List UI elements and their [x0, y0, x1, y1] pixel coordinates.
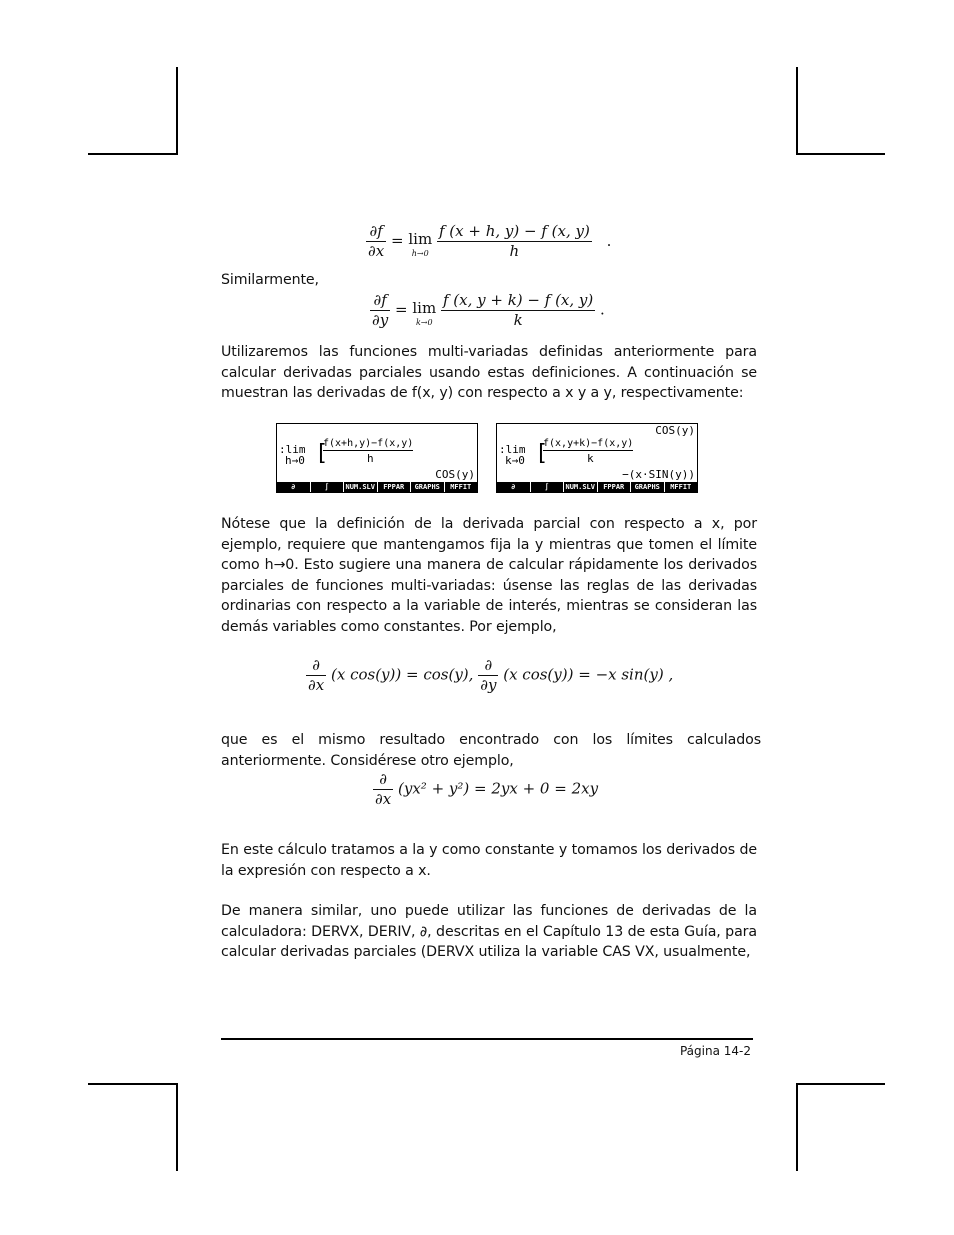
softkey[interactable]: MFFIT	[450, 483, 472, 491]
screen1-lim-sub: h→0	[285, 454, 305, 467]
eq2-lhs-den: ∂y	[372, 311, 389, 329]
softkey[interactable]: NUM.SLV	[564, 482, 598, 492]
softkey[interactable]: ∫	[531, 482, 565, 492]
eq1-end: .	[606, 231, 612, 250]
screen1-lim: :lim	[279, 443, 306, 456]
screen2-num: f(x,y+k)−f(x,y)	[543, 438, 634, 449]
crop-mark	[796, 67, 798, 155]
softkey[interactable]: NUM.SLV	[344, 482, 378, 492]
screen2-den: k	[587, 452, 594, 465]
eq3-dx: ∂x	[308, 676, 325, 694]
calculator-screen-2	[496, 423, 698, 493]
softkey[interactable]: ∫	[311, 482, 345, 492]
eq1-lim-sub: h→0	[411, 249, 429, 258]
page-number: Página 14-2	[679, 1044, 751, 1058]
crop-mark	[796, 1083, 885, 1085]
eq3-d2: ∂	[478, 656, 498, 676]
screen2-softmenu	[497, 482, 697, 492]
paragraph-same-result: que es el mismo resultado encontrado con los límites calculados anteriormente. Considérese otro ejemplo,	[221, 732, 761, 769]
eq2-lhs-num: ∂f	[370, 291, 390, 311]
eq3-dy: ∂y	[480, 676, 497, 694]
eq1-lhs-num: ∂f	[366, 222, 386, 242]
eq1-lim: lim	[408, 230, 433, 248]
screen1-num: f(x+h,y)−f(x,y)	[323, 438, 414, 449]
eq4-d: ∂	[373, 770, 393, 790]
softkey[interactable]: FPPAR	[598, 482, 632, 492]
softkey[interactable]: MFFIT	[670, 483, 692, 491]
screen2-result: −(x·SIN(y))	[622, 468, 695, 481]
equation-partial-y: $\frac{\partial f}{\partial y}$ = lim k→0 $\frac{f (x, y + k) - f (x, y)}{k}$ .	[372, 291, 605, 329]
screen2-lim: :lim	[499, 443, 526, 456]
eq1-num: f (x + h, y) − f (x, y)	[438, 222, 590, 240]
crop-mark	[176, 67, 178, 155]
eq1-den: h	[509, 242, 520, 260]
equation-xcosy	[306, 656, 673, 695]
footer-rule	[221, 1038, 753, 1040]
crop-mark	[176, 1083, 178, 1171]
similar-label: Similarmente,	[221, 272, 319, 288]
screen1-bracket: [	[315, 441, 329, 466]
crop-mark	[796, 1083, 798, 1171]
softkey[interactable]: GRAPHS	[631, 482, 665, 492]
screen2-bracket: [	[535, 441, 549, 466]
eq1-lhs-den: ∂x	[368, 242, 385, 260]
screen2-top-result: COS(y)	[655, 424, 695, 437]
calculator-screen-1	[276, 423, 478, 493]
crop-mark	[88, 153, 177, 155]
crop-mark	[88, 1083, 177, 1085]
paragraph-intro: Utilizaremos las funciones multi-variadas definidas anteriormente para calcular derivadas parciales usando estas definiciones. A continuación se muestran las derivadas de f(x, y) con respecto a x y a y, respectivamente:	[221, 344, 757, 402]
eq3-expr2: (x cos(y)) = −x sin(y) ,	[503, 665, 674, 684]
eq4-expr: (yx² + y²) = 2yx + 0 = 2xy	[398, 779, 599, 798]
eq4-dx: ∂x	[375, 790, 392, 808]
softkey[interactable]: ∂	[277, 482, 311, 492]
softkey[interactable]: ∂	[497, 482, 531, 492]
paragraph-definition: Nótese que la definición de la derivada parcial con respecto a x, por ejemplo, requiere que mantengamos fija la y mientras que tomen el límite como h→0. Esto sugiere una manera de calcular rápidamente los derivados parciales de funciones multi-variadas: úsense las reglas de las derivadas ordinarias con respecto a la variable de interés, mientras se consideran las demás variables como constantes. Por ejemplo,	[221, 516, 757, 635]
equation-yx2	[373, 770, 598, 809]
screen1-result: COS(y)	[435, 468, 475, 481]
eq2-num: f (x, y + k) − f (x, y)	[442, 291, 594, 309]
softkey[interactable]: GRAPHS	[411, 482, 445, 492]
paragraph-calculator-functions: De manera similar, uno puede utilizar las funciones de derivadas de la calculadora: DERVX, DERIV, ∂, descritas en el Capítulo 13 de esta Guía, para calcular derivadas parciales (DERVX utiliza la variable CAS VX, usualmente,	[221, 903, 757, 961]
screen2-lim-sub: k→0	[505, 454, 525, 467]
screen1-softmenu	[277, 482, 477, 492]
eq3-expr1: (x cos(y)) = cos(y),	[331, 665, 474, 684]
paragraph-constant: En este cálculo tratamos a la y como constante y tomamos los derivados de la expresión con respecto a x.	[221, 842, 757, 879]
eq3-d1: ∂	[306, 656, 326, 676]
crop-mark	[796, 153, 885, 155]
eq2-lim: lim	[412, 299, 437, 317]
eq2-end: .	[600, 300, 605, 319]
eq2-den: k	[513, 311, 523, 329]
softkey[interactable]: FPPAR	[378, 482, 412, 492]
equation-partial-x: $\frac{\partial f}{\partial x}$ = lim h→0 $\frac{f (x + h, y) - f (x, y)}{h}$ .	[368, 222, 612, 260]
screen1-den: h	[367, 452, 374, 465]
eq2-lim-sub: k→0	[415, 318, 433, 327]
